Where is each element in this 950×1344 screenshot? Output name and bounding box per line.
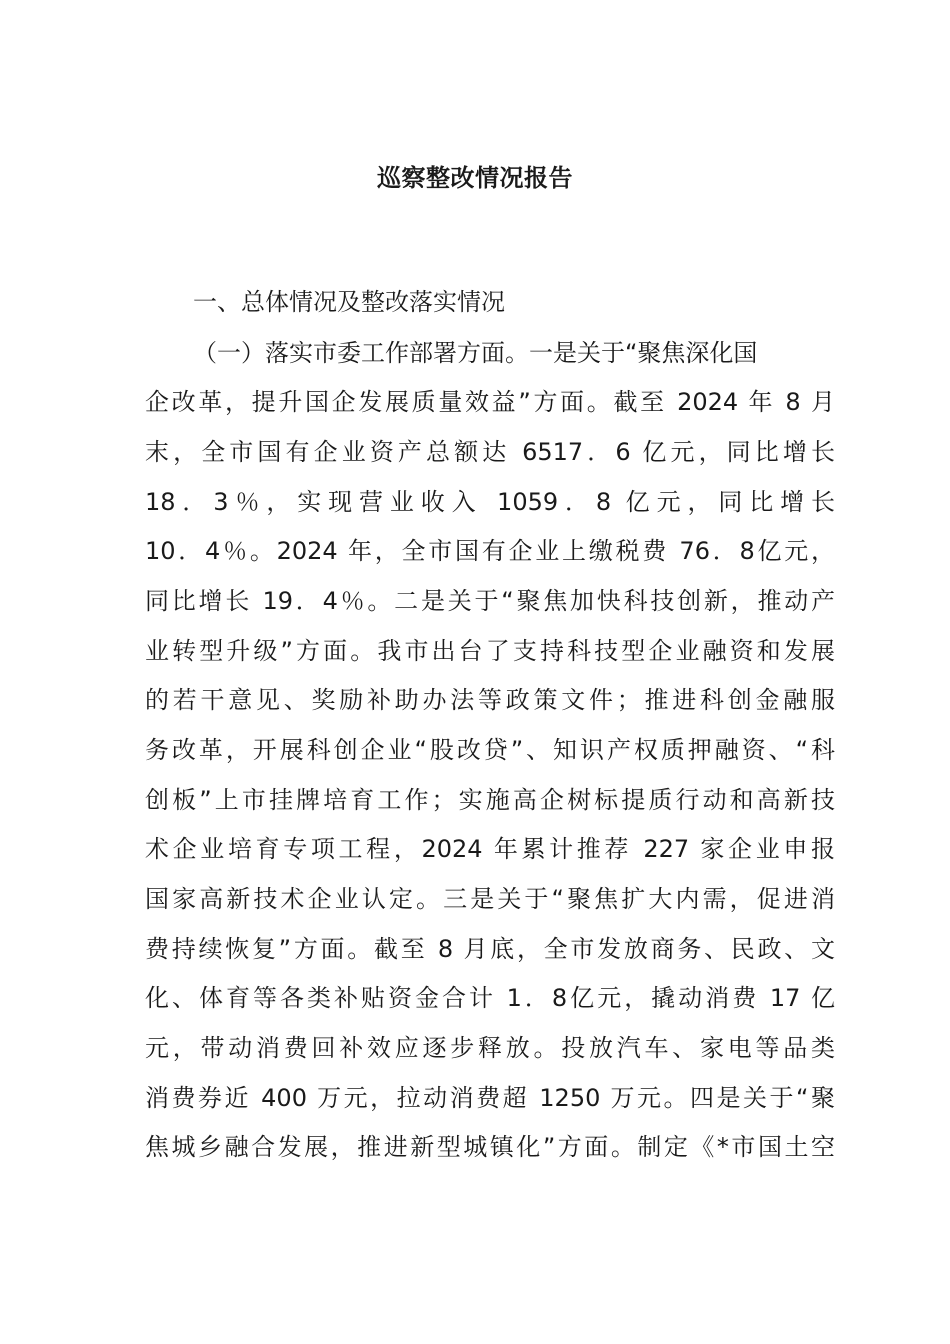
body-line-7: 业转型升级”方面。我市出台了支持科技型企业融资和发展 (145, 637, 835, 665)
body-line-1: （一）落实市委工作部署方面。一是关于“聚焦深化国 (193, 339, 758, 367)
body-line-10: 创板”上市挂牌培育工作；实施高企树标提质行动和高新技 (145, 786, 835, 814)
body-line-3: 末，全市国有企业资产总额达 6517．6 亿元，同比增长 (145, 438, 835, 466)
body-line-6: 同比增长 19．4％。二是关于“聚焦加快科技创新，推动产 (145, 587, 835, 615)
body-line-9: 务改革，开展科创企业“股改贷”、知识产权质押融资、“科 (145, 736, 835, 764)
body-line-2: 企改革，提升国企发展质量效益”方面。截至 2024 年 8 月 (145, 388, 835, 416)
body-line-8: 的若干意见、奖励补助办法等政策文件；推进科创金融服 (145, 686, 835, 714)
body-line-13: 费持续恢复”方面。截至 8 月底，全市发放商务、民政、文 (145, 935, 835, 963)
body-line-16: 消费券近 400 万元，拉动消费超 1250 万元。四是关于“聚 (145, 1084, 835, 1112)
section-heading: 一、总体情况及整改落实情况 (193, 288, 505, 316)
body-line-11: 术企业培育专项工程，2024 年累计推荐 227 家企业申报 (145, 835, 835, 863)
body-line-17: 焦城乡融合发展，推进新型城镇化”方面。制定《*市国土空 (145, 1133, 835, 1161)
body-line-15: 元，带动消费回补效应逐步释放。投放汽车、家电等品类 (145, 1034, 835, 1062)
body-line-14: 化、体育等各类补贴资金合计 1．8亿元，撬动消费 17 亿 (145, 984, 835, 1012)
document-title: 巡察整改情况报告 (377, 164, 573, 192)
body-line-4: 18．3％，实现营业收入 1059．8 亿元，同比增长 (145, 488, 835, 516)
body-line-5: 10．4％。2024 年，全市国有企业上缴税费 76．8亿元， (145, 537, 835, 565)
body-line-12: 国家高新技术企业认定。三是关于“聚焦扩大内需，促进消 (145, 885, 835, 913)
